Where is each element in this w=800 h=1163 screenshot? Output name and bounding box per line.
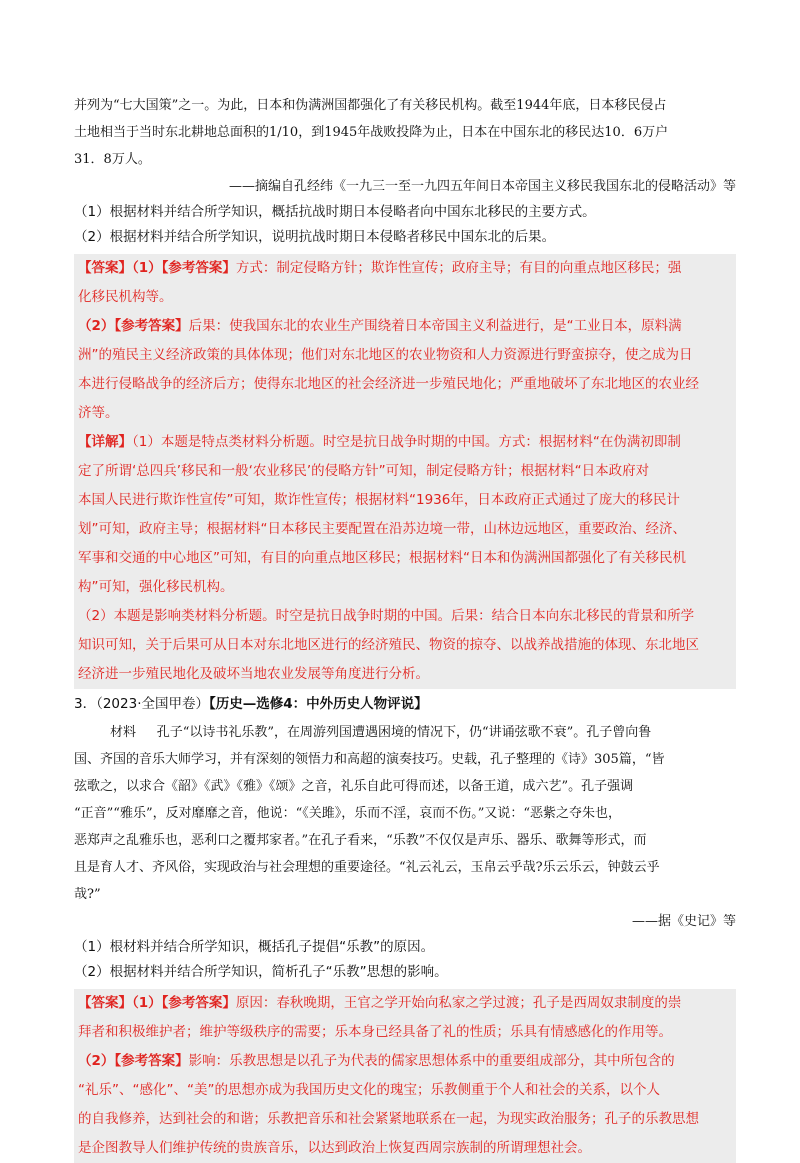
answer-label: 【答案】（1）【参考答案】	[78, 995, 236, 1011]
material-line: 并列为“七大国策”之一。为此，日本和伪满洲国都强化了有关移民机构。截至1944年底，日本移民侵占	[74, 98, 667, 113]
material-line: “正音”“雅乐”，反对靡靡之音，他说：“《关雎》，乐而不淫，哀而不伤。”又说：“恶紫之夺朱也，	[74, 806, 622, 821]
material-line: 弦歌之，以求合《韶》《武》《雅》《颂》之音，礼乐自此可得而述，以备王道，成六艺”。孔子强调	[74, 779, 634, 794]
answer-line: “礼乐”、“感化”、“美”的思想亦成为我国历史文化的瑰宝；乐教侧重于个人和社会的关系，以个人	[78, 1082, 660, 1098]
detail-line: 经济进一步殖民地化及破坏当地农业发展等角度进行分析。	[78, 666, 429, 682]
document-page	[74, 92, 736, 1163]
question-item: （2）根据材料并结合所学知识，简析孔子“乐教”思想的影响。	[74, 964, 448, 980]
question-tag: 【历史—选修4：中外历史人物评说】	[209, 696, 428, 712]
answer-line: （2）【参考答案】影响：乐教思想是以孔子为代表的儒家思想体系中的重要组成部分，其中所包含的	[78, 1053, 675, 1069]
answer-block	[74, 254, 736, 689]
answer-line: （2）【参考答案】后果：使我国东北的农业生产围绕着日本帝国主义利益进行，是“工业日本，原料满	[78, 318, 682, 334]
answer-line: 拜者和积极维护者；维护等级秩序的需要；乐本身已经具备了礼的性质；乐具有情感感化的作用等。	[78, 1024, 672, 1040]
material-line: 哉?”	[74, 887, 101, 902]
material-source: ——摘编自孔经纬《一九三一至一九四五年间日本帝国主义移民我国东北的侵略活动》等	[228, 179, 736, 194]
answer-line: 【答案】（1）【参考答案】原因：春秋晚期，王官之学开始向私家之学过渡；孔子是西周奴隶制度的崇	[78, 995, 682, 1011]
material-source: ——据《史记》等	[631, 914, 736, 929]
detail-line: 构”可知，强化移民机构。	[78, 579, 234, 595]
answer-label: （2）【参考答案】	[78, 1053, 189, 1069]
detail-line: 【详解】（1）本题是特点类材料分析题。时空是抗日战争时期的中国。方式：根据材料“在伪满初即制	[78, 434, 681, 450]
answer-line: 的自我修养，达到社会的和谐；乐教把音乐和社会紧紧地联系在一起，为现实政治服务；孔子的乐教思想	[78, 1111, 699, 1127]
question-item: （2）根据材料并结合所学知识，说明抗战时期日本侵略者移民中国东北的后果。	[74, 229, 556, 245]
detail-line: 划”可知，政府主导；根据材料“日本移民主要配置在沿苏边境一带，山林边远地区，重要政治、经济、	[78, 521, 686, 537]
material-line: 材料 孔子“以诗书礼乐教”，在周游列国遭遇困境的情况下，仍“讲诵弦歌不衰”。孔子曾向鲁	[110, 725, 652, 740]
material-line: 土地相当于当时东北耕地总面积的1/10，到1945年战败投降为止，日本在中国东北的移民达10．6万户	[74, 125, 669, 140]
detail-line: 定了所谓‘总四兵’移民和一般‘农业移民’的侵略方针”可知，制定侵略方针；根据材料“日本政府对	[78, 463, 650, 479]
detail-line: 军事和交通的中心地区”可知，有目的向重点地区移民；根据材料“日本和伪满洲国都强化了有关移民机	[78, 550, 686, 566]
answer-line: 【答案】（1）【参考答案】方式：制定侵略方针；欺诈性宣传；政府主导；有目的向重点地区移民；强	[78, 260, 682, 276]
answer-label: 【答案】（1）【参考答案】	[78, 260, 236, 276]
material-label: 材料	[110, 725, 137, 740]
detail-label: 【详解】	[78, 434, 132, 450]
answer-label: （2）【参考答案】	[78, 318, 189, 334]
answer-block	[74, 989, 736, 1163]
answer-line: 是企图教导人们维护传统的贵族音乐，以达到政治上恢复西周宗族制的所谓理想社会。	[78, 1140, 591, 1156]
material-line: 31．8万人。	[74, 152, 151, 167]
material-line: 国、齐国的音乐大师学习，并有深刻的领悟力和高超的演奏技巧。史载，孔子整理的《诗》305篇，“皆	[74, 752, 665, 767]
question-material	[74, 719, 736, 935]
question-item: （1）根材料并结合所学知识，概括孔子提倡“乐教”的原因。	[74, 939, 435, 955]
question-items	[74, 200, 736, 250]
answer-line: 化移民机构等。	[78, 289, 173, 305]
material-line: 恶郑声之乱雅乐也，恶利口之覆邦家者。”在孔子看来，“乐教”不仅仅是声乐、器乐、歌舞等形式，而	[74, 833, 647, 848]
question-item: （1）根据材料并结合所学知识，概括抗战时期日本侵略者向中国东北移民的主要方式。	[74, 204, 596, 220]
question-items	[74, 935, 736, 985]
answer-line: 本进行侵略战争的经济后方；使得东北地区的社会经济进一步殖民地化；严重地破坏了东北地区的农业经	[78, 376, 699, 392]
answer-line: 洲”的殖民主义经济政策的具体体现；他们对东北地区的农业物资和人力资源进行野蛮掠夺，使之成为日	[78, 347, 693, 363]
material-line: 且是育人才、齐风俗，实现政治与社会理想的重要途径。“礼云礼云，玉帛云乎哉?乐云乐云，钟鼓云乎	[74, 860, 660, 875]
question-number: 3．（2023·全国甲卷）	[74, 696, 209, 712]
detail-line: 知识可知，关于后果可从日本对东北地区进行的经济殖民、物资的掠夺、以战养战措施的体现、东北地区	[78, 637, 699, 653]
detail-line: 本国人民进行欺诈性宣传”可知，欺诈性宣传；根据材料“1936年，日本政府正式通过了庞大的移民计	[78, 492, 680, 508]
question-header	[74, 689, 736, 719]
material-continuation	[74, 92, 736, 200]
answer-line: 济等。	[78, 405, 119, 421]
detail-line: （2）本题是影响类材料分析题。时空是抗日战争时期的中国。后果：结合日本向东北移民的背景和所学	[78, 608, 695, 624]
